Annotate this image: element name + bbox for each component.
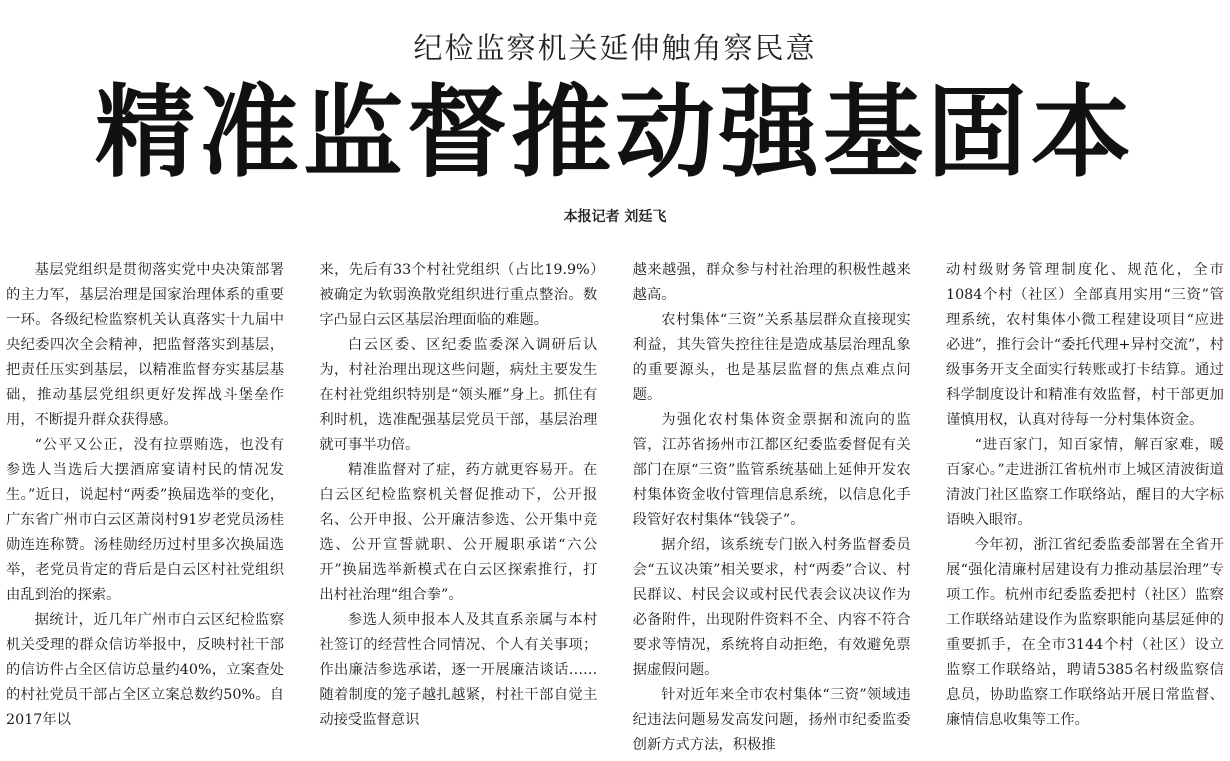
body-paragraph: 来，先后有33个村社党组织（占比19.9%）被确定为软弱涣散党组织进行重点整治。数字凸显白云区基层治理面临的难题。 [319,262,598,328]
body-paragraph: 基层党组织是贯彻落实党中央决策部署的主力军，基层治理是国家治理体系的重要一环。各级纪检监察机关认真落实十九届中央纪委四次全会精神，把监督落实到基层，把责任压实到基层，以精准监督夯实基层基础，推动基层党组织更好发挥战斗堡垒作用，不断提升群众获得感。 [6,262,284,428]
body-column-4 [946,258,1224,758]
body-paragraph: 今年初，浙江省纪委监委部署在全省开展“强化清廉村居建设有力推动基层治理”专项工作。杭州市纪委监委把村（社区）监察工作联络站建设作为监察职能向基层延伸的重要抓手，在全市3144个村（社区）设立监察工作联络站，聘请5385名村级监察信息员，协助监察工作联络站开展日常监督、廉情信息收集等工作。 [945,537,1224,728]
body-paragraph: “进百家门，知百家情，解百家难，暖百家心。”走进浙江省杭州市上城区清波街道清波门社区监察工作联络站，醒目的大字标语映入眼帘。 [945,437,1224,528]
body-paragraph: 精准监督对了症，药方就更容易开。在白云区纪检监察机关督促推动下，公开报名、公开申报、公开廉洁参选、公开集中竞选、公开宣誓就职、公开履职承诺“六公开”换届选举新模式在白云区探索推行，打出村社治理“组合拳”。 [319,462,598,603]
body-paragraph: 动村级财务管理制度化、规范化，全市1084个村（社区）全部真用实用“三资”管理系统，农村集体小微工程建设项目“应进必进”，推行会计“委托代理+异村交流”，村级事务开支全面实行转账或打卡结算。通过科学制度设计和精准有效监督，村干部更加谨慎用权，认真对待每一分村集体资金。 [945,262,1224,428]
body-paragraph: 为强化农村集体资金票据和流向的监管，江苏省扬州市江都区纪委监委督促有关部门在原“三资”监管系统基础上延伸开发农村集体资金收付管理信息系统，以信息化手段管好农村集体“钱袋子”。 [632,412,911,528]
article-byline: 本报记者 刘廷飞 [563,209,667,225]
body-paragraph: “公平又公正，没有拉票贿选，也没有参选人当选后大摆酒席宴请村民的情况发生。”近日，说起村“两委”换届选举的变化，广东省广州市白云区萧岗村91岁老党员汤桂勋连连称赞。汤桂勋经历过村里多次换届选举，老党员肯定的背后是白云区村社党组织由乱到治的探索。 [6,437,284,603]
body-column-1 [6,258,284,758]
body-paragraph: 农村集体“三资”关系基层群众直接现实利益，其失管失控往往是造成基层治理乱象的重要源头，也是基层监督的焦点难点问题。 [632,312,911,403]
body-paragraph: 越来越强，群众参与村社治理的积极性越来越高。 [632,262,911,303]
body-paragraph: 针对近年来全市农村集体“三资”领域违纪违法问题易发高发问题，扬州市纪委监委创新方式方法，积极推 [632,687,911,753]
article-headline: 精准监督推动强基固本 [95,74,1135,191]
article-kicker: 纪检监察机关延伸触角察民意 [413,31,817,65]
body-paragraph: 据介绍，该系统专门嵌入村务监督委员会“五议决策”相关要求，村“两委”合议、村民群议、村民会议或村民代表会议决议作为必备附件，出现附件资料不全、内容不符合要求等情况，系统将自动拒绝，有效避免票据虚假问题。 [632,537,911,678]
body-paragraph: 据统计，近几年广州市白云区纪检监察机关受理的群众信访举报中，反映村社干部的信访件占全区信访总量约40%，立案查处的村社党员干部占全区立案总数约50%。自2017年以 [6,612,284,728]
body-paragraph: 参选人须申报本人及其直系亲属与本村社签订的经营性合同情况、个人有关事项；作出廉洁参选承诺，逐一开展廉洁谈话……随着制度的笼子越扎越紧，村社干部自觉主动接受监督意识 [319,612,598,728]
article-body [6,258,1224,758]
body-column-2 [319,258,597,758]
body-paragraph: 白云区委、区纪委监委深入调研后认为，村社治理出现这些问题，病灶主要发生在村社党组织特别是“领头雁”身上。抓住有利时机，选准配强基层党员干部，基层治理就可事半功倍。 [319,337,598,453]
body-column-3 [633,258,911,758]
